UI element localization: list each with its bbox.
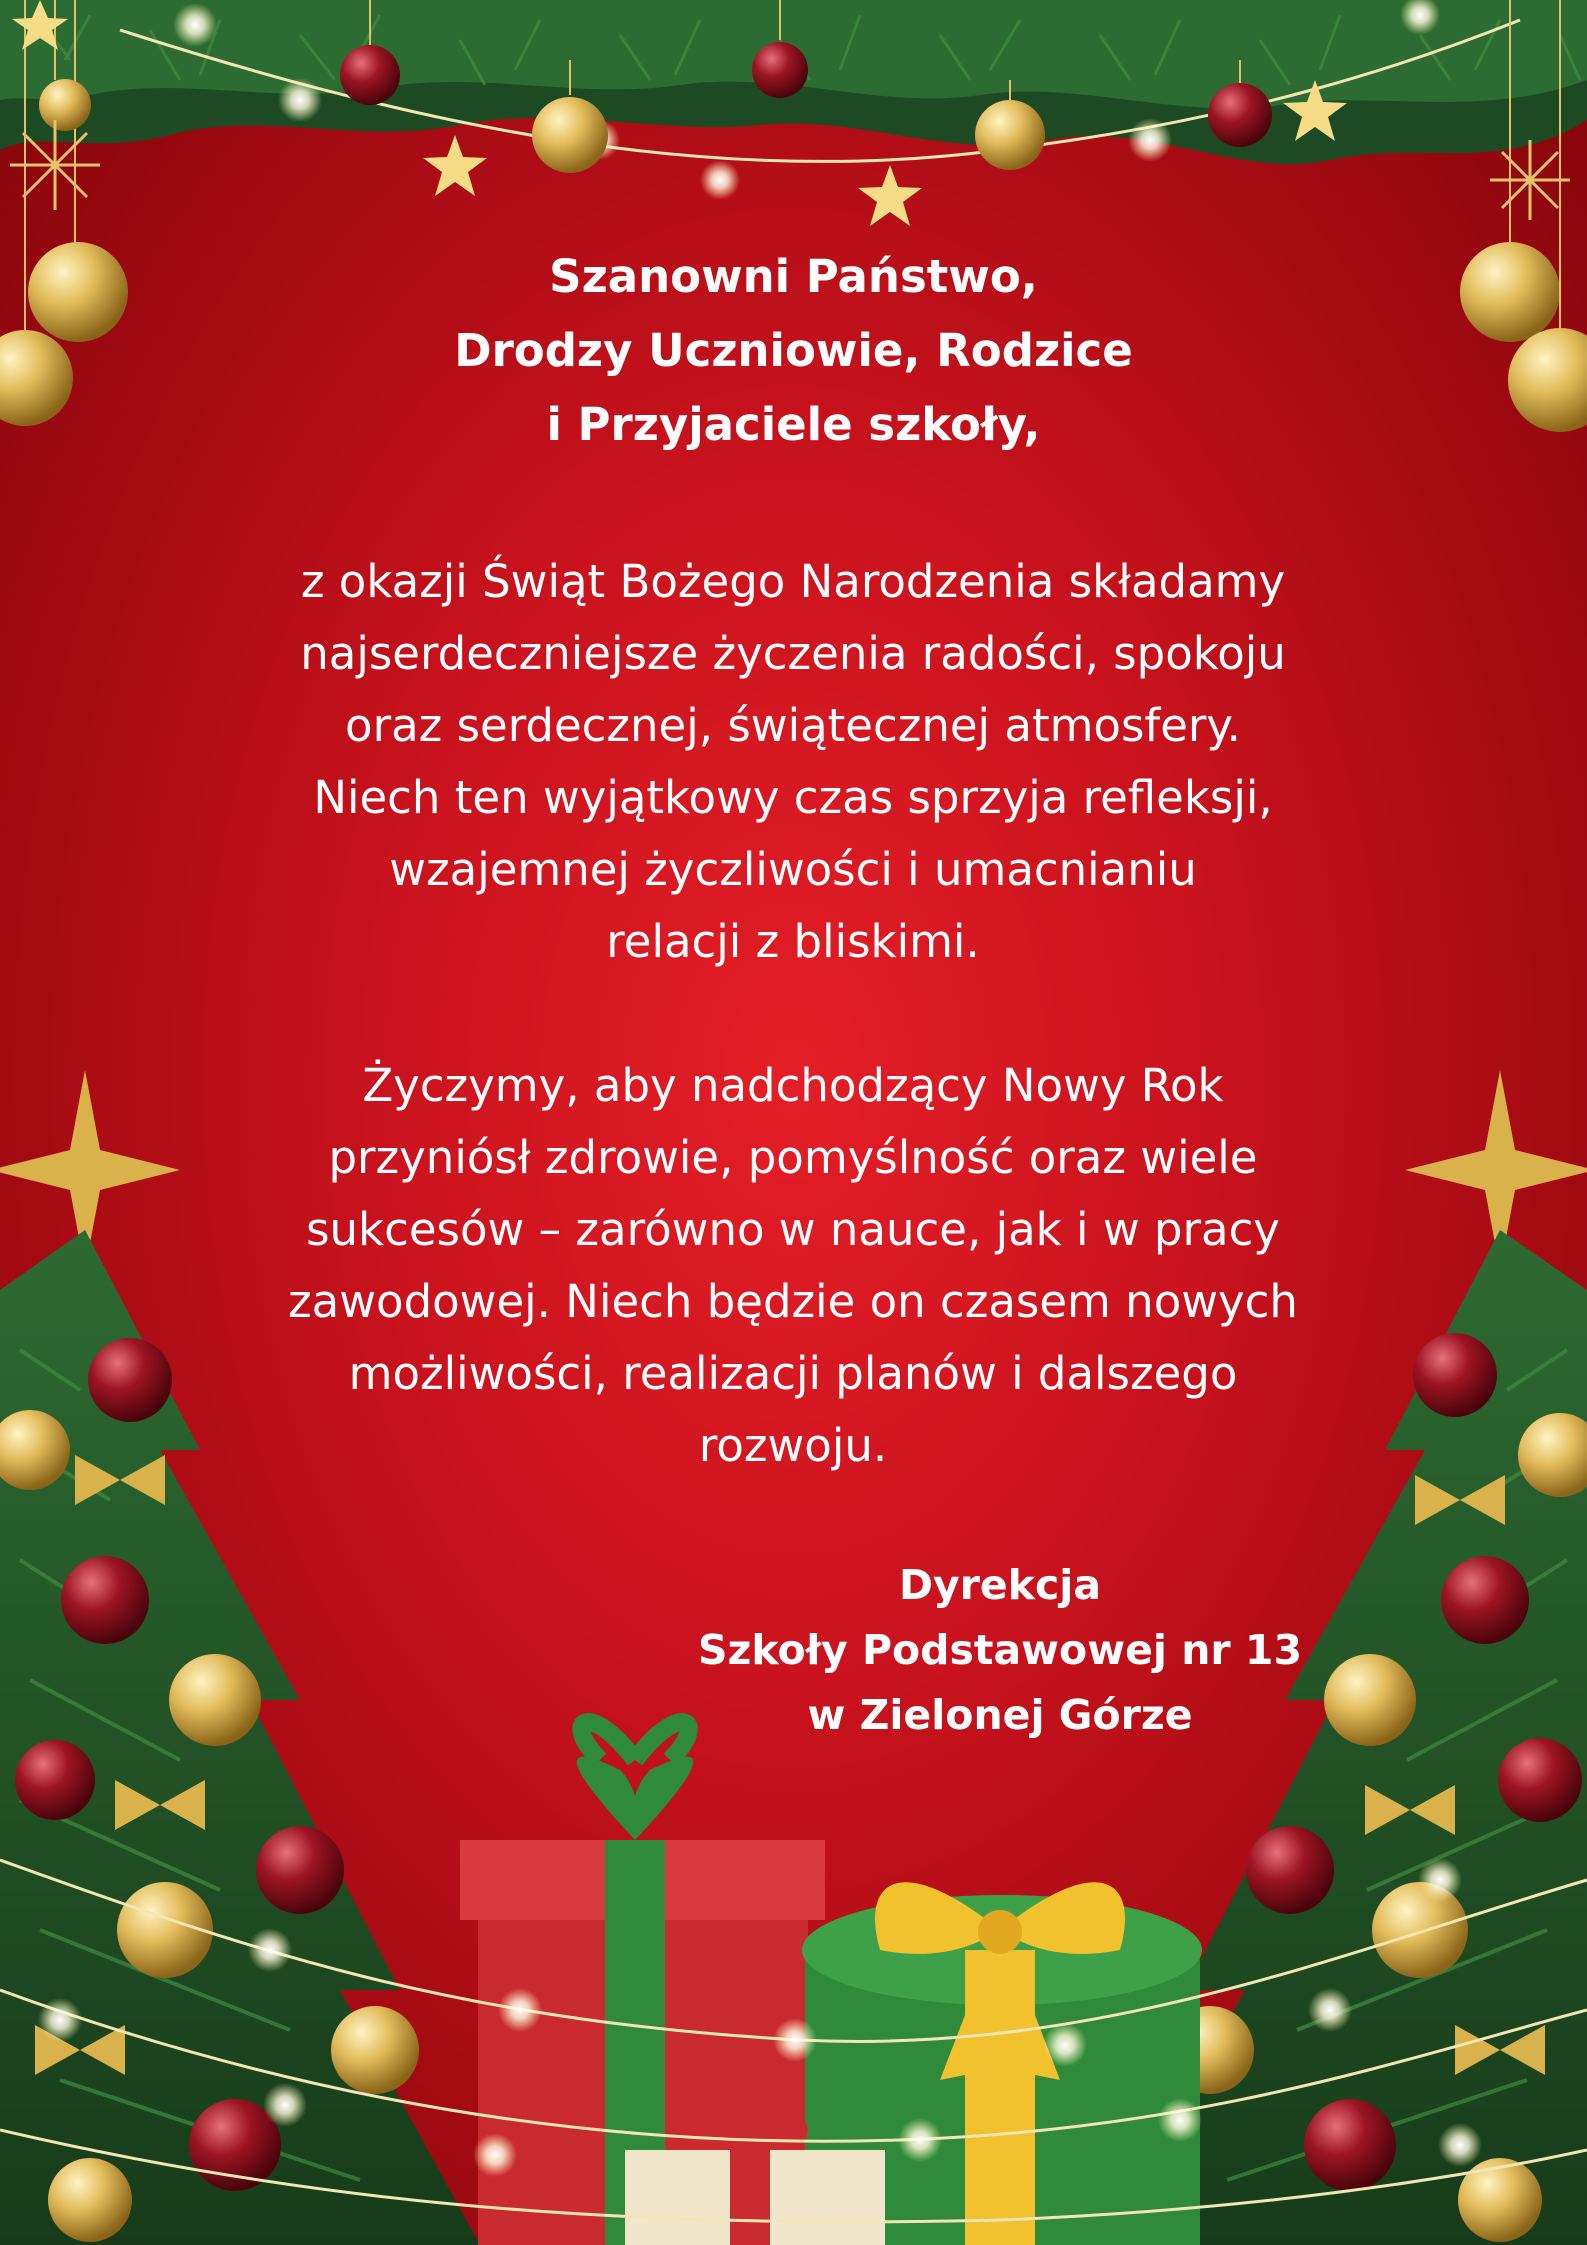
paragraph-line: Niech ten wyjątkowy czas sprzyja refleksji,	[313, 771, 1273, 824]
paragraph-line: wzajemnej życzliwości i umacnianiu	[389, 843, 1197, 896]
paragraph-line: relacji z bliskimi.	[606, 915, 980, 968]
signature-line: Dyrekcja	[898, 1561, 1102, 1609]
greeting-heading	[0, 240, 1587, 462]
greeting-line: Szanowni Państwo,	[549, 250, 1038, 303]
paragraph-line: przyniósł zdrowie, pomyślność oraz wiele	[328, 1131, 1258, 1184]
signature-line: w Zielonej Górze	[807, 1691, 1193, 1739]
greeting-line: Drodzy Uczniowie, Rodzice	[454, 324, 1133, 377]
paragraph-line: rozwoju.	[698, 1419, 888, 1472]
gift-box-icon	[460, 1722, 1202, 2245]
signature-line: Szkoły Podstawowej nr 13	[698, 1626, 1302, 1674]
paragraph-line: oraz serdecznej, świątecznej atmosfery.	[345, 699, 1241, 752]
wishes-paragraph-new-year	[193, 1050, 1393, 1482]
wishes-paragraph-christmas	[193, 546, 1393, 978]
paragraph-line: najserdeczniejsze życzenia radości, spokoju	[300, 627, 1286, 680]
signature	[560, 1553, 1440, 1748]
paragraph-line: Życzymy, aby nadchodzący Nowy Rok	[362, 1059, 1224, 1112]
greeting-line: i Przyjaciele szkoły,	[546, 398, 1041, 451]
paragraph-line: z okazji Świąt Bożego Narodzenia składamy	[300, 555, 1286, 608]
paragraph-line: sukcesów – zarówno w nauce, jak i w pracy	[306, 1203, 1280, 1256]
paragraph-line: możliwości, realizacji planów i dalszego	[348, 1347, 1238, 1400]
paragraph-line: zawodowej. Niech będzie on czasem nowych	[288, 1275, 1298, 1328]
